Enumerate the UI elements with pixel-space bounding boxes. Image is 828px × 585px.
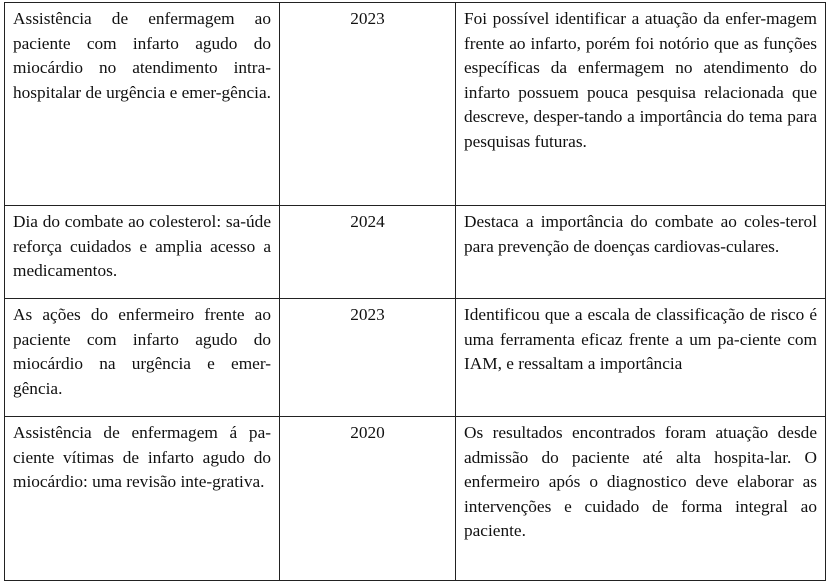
- study-title-cell: Dia do combate ao colesterol: sa-úde reforça cuidados e amplia acesso a medicamentos.: [5, 206, 280, 299]
- table-row: [5, 3, 826, 206]
- table-row: [5, 417, 826, 581]
- study-title-cell: As ações do enfermeiro frente ao paciente com infarto agudo do miocárdio na urgência e emer-gência.: [5, 299, 280, 417]
- studies-table: [4, 2, 826, 581]
- study-title-cell: Assistência de enfermagem á pa-ciente vítimas de infarto agudo do miocárdio: uma revisão inte-grativa.: [5, 417, 280, 581]
- study-year-cell: 2024: [280, 206, 456, 299]
- study-result-cell: Destaca a importância do combate ao coles-terol para prevenção de doenças cardiovas-culares.: [456, 206, 826, 299]
- study-title-cell: Assistência de enfermagem ao paciente com infarto agudo do miocárdio no atendimento intra-hospitalar de urgência e emer-gência.: [5, 3, 280, 206]
- study-result-cell: Foi possível identificar a atuação da enfer-magem frente ao infarto, porém foi notório que as funções específicas da enfermagem no atendimento do infarto possuem pouca pesquisa relacionada que descreve, desper-tando a importância do tema para pesquisas futuras.: [456, 3, 826, 206]
- study-year-cell: 2023: [280, 299, 456, 417]
- study-result-cell: Identificou que a escala de classificação de risco é uma ferramenta eficaz frente a um pa-ciente com IAM, e ressaltam a importância: [456, 299, 826, 417]
- study-year-cell: 2020: [280, 417, 456, 581]
- table-row: [5, 206, 826, 299]
- study-year-cell: 2023: [280, 3, 456, 206]
- table-row: [5, 299, 826, 417]
- study-result-cell: Os resultados encontrados foram atuação desde admissão do paciente até alta hospita-lar. O enfermeiro após o diagnostico deve elaborar as intervenções e cuidado de forma integral ao paciente.: [456, 417, 826, 581]
